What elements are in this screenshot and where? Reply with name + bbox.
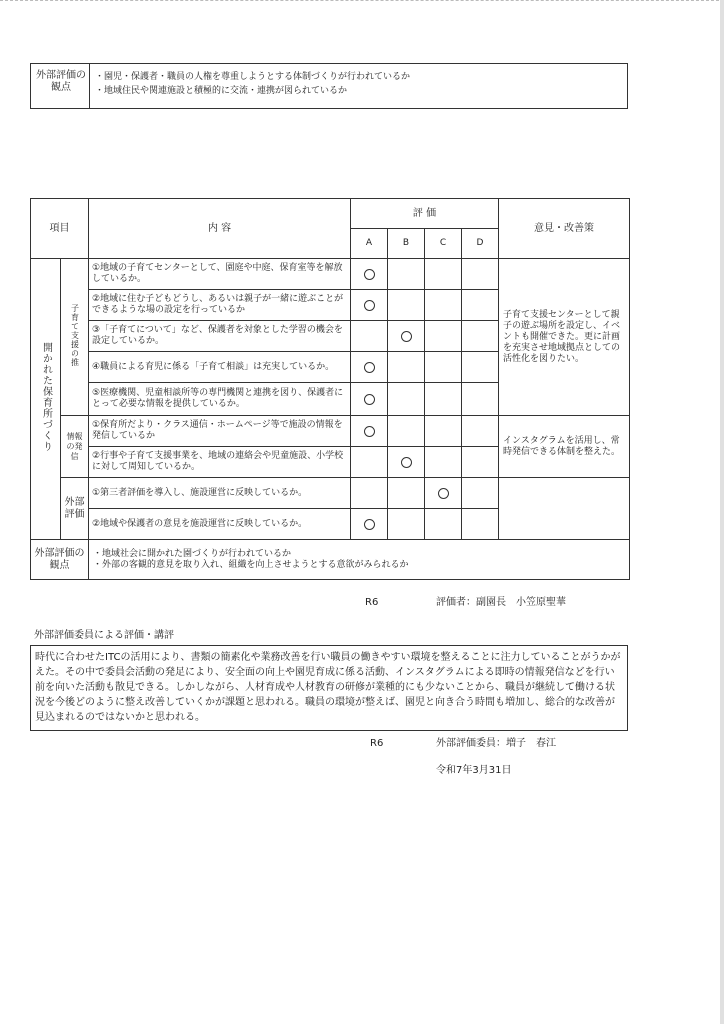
external-comment-box: [30, 645, 628, 731]
subcategory-support: 子育て支援の推: [61, 259, 89, 416]
mark-b: [388, 321, 425, 352]
table-row: [31, 416, 630, 447]
mark-c: [425, 478, 462, 509]
year-label: R6: [370, 738, 384, 749]
row-text: ②行事や子育て支援事業を、地域の連絡会や児童施設、小学校に対して周知しているか。: [89, 447, 351, 478]
mark-a: [351, 259, 388, 290]
row-text: ①地域の子育てセンターとして、園庭や中庭、保育室等を解放しているか。: [89, 259, 351, 290]
subcategory-external: 外部評価: [61, 478, 89, 540]
header-grade-c: C: [425, 229, 462, 259]
external-member-name: 外部評価委員：増子 春江: [436, 738, 556, 749]
date-label: 令和7年3月31日: [436, 765, 512, 776]
table-row: [31, 259, 630, 290]
rating-circle: [401, 331, 412, 342]
viewpoint-line-1: ・園児・保護者・職員の人権を尊重しようとする体制づくりが行われているか: [95, 72, 411, 82]
mark-b: [388, 447, 425, 478]
external-comment: 時代に合わせたITCの活用により、書類の簡素化や業務改善を行い職員の働きやすい環境を整えることに注力していることがうかがえた。その中で委員会活動の発足により、安全面の向上や園児育成に係る活動、インスタグラムによる即時の情報発信などを行い前を向いた活動も散見できる。しかしながら、人材育成や人材教育の研修が業種的にも少ないことから、職員が継続して働ける状況を今後どのように整え改善していくかが課題と思われる。職員の環境が整えば、園児と向き合う時間も増加し、総合的な改善が見込まれるのではないかと思われる。: [35, 652, 621, 723]
viewpoint-label: 外部評価の観点: [36, 70, 86, 93]
header-grade-d: D: [462, 229, 499, 259]
viewpoint-divider: [89, 64, 90, 108]
row-text: ⑤医療機関、児童相談所等の専門機関と連携を図り、保護者にとって必要な情報を提供しているか。: [89, 383, 351, 416]
mark-a: [351, 290, 388, 321]
scan-edge-top: [0, 0, 724, 1]
header-content: 内 容: [89, 199, 351, 259]
viewpoint-label: 外部評価の観点: [31, 540, 89, 580]
rating-circle: [438, 488, 449, 499]
opinion-external: [499, 478, 630, 540]
rating-circle: [364, 362, 375, 373]
year-label: R6: [365, 597, 379, 608]
scan-edge-right: [720, 0, 724, 1024]
viewpoint-box-1: [30, 63, 628, 109]
mark-a: [351, 416, 388, 447]
mark-a: [351, 352, 388, 383]
rating-circle: [364, 269, 375, 280]
viewpoint-line-2: ・地域住民や関連施設と積極的に交流・連携が図られているか: [95, 86, 348, 96]
viewpoint-lines: [89, 540, 630, 580]
header-item: 項目: [31, 199, 89, 259]
header-grade-a: A: [351, 229, 388, 259]
evaluator-name: 評価者：副園長 小笠原聖華: [436, 597, 566, 608]
rating-circle: [364, 519, 375, 530]
header-grade-b: B: [388, 229, 425, 259]
header-evaluation: 評 価: [351, 199, 499, 229]
rating-circle: [364, 426, 375, 437]
viewpoint-line-2: ・外部の客観的意見を取り入れ、組織を向上させようとする意欲がみられるか: [93, 559, 409, 570]
opinion-info: インスタグラムを活用し、常時発信できる体制を整えた。: [499, 416, 630, 478]
row-text: ④職員による育児に係る「子育て相談」は充実しているか。: [89, 352, 351, 383]
rating-circle: [401, 457, 412, 468]
row-text: ①第三者評価を導入し、施設運営に反映しているか。: [89, 478, 351, 509]
opinion-support: 子育て支援センターとして親子の遊ぶ場所を設定し、イベントも開催できた。更に計画を充実させ地域拠点としての活性化を図りたい。: [499, 259, 630, 416]
viewpoint-row: [31, 540, 630, 580]
table-row: [31, 478, 630, 509]
category-major: 開かれた保育所づくり: [31, 259, 61, 540]
row-text: ③「子育てについて」など、保護者を対象とした学習の機会を設定しているか。: [89, 321, 351, 352]
header-opinion: 意見・改善策: [499, 199, 630, 259]
rating-circle: [364, 300, 375, 311]
evaluation-table: [30, 198, 630, 580]
rating-circle: [364, 394, 375, 405]
row-text: ②地域や保護者の意見を施設運営に反映しているか。: [89, 509, 351, 540]
external-title: 外部評価委員による評価・講評: [34, 630, 174, 641]
row-text: ②地域に住む子どもどうし、あるいは親子が一緒に遊ぶことができるような場の設定を行っているか: [89, 290, 351, 321]
mark-a: [351, 383, 388, 416]
viewpoint-line-1: ・地域社会に開かれた園づくりが行われているか: [93, 548, 292, 559]
row-text: ①保育所だより・クラス通信・ホームページ等で施設の情報を発信しているか: [89, 416, 351, 447]
mark-a: [351, 509, 388, 540]
subcategory-info: 情報の発信: [61, 416, 89, 478]
